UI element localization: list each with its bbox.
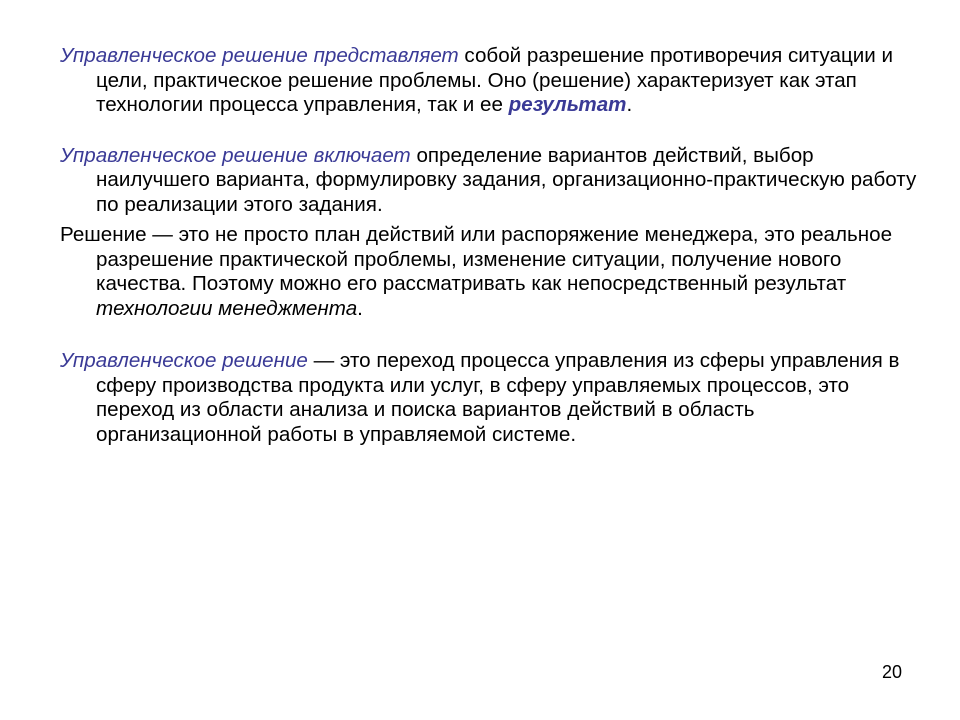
paragraph-text: Решение — это не просто план действий или распоряжение менеджера, это реальное разрешение практической проблемы, изменение ситуации, получение нового качества. Поэтому можно его рассматривать как непосредственный результат	[60, 223, 893, 295]
accent-word: результат	[508, 93, 627, 116]
paragraph-decision-transition	[60, 349, 920, 447]
paragraph-decision-includes	[60, 144, 920, 218]
page-number: 20	[881, 662, 902, 682]
term-highlight: Управленческое решение включает	[60, 143, 411, 167]
paragraph-decision-not-plan	[60, 223, 920, 321]
paragraph-text-end: .	[357, 296, 363, 320]
slide-body	[60, 44, 920, 447]
paragraph-text: определение вариантов действий, выбор наилучшего варианта, формулировку задания, организационно-практическую работу по реализации этого задания.	[96, 143, 917, 216]
term-highlight: Управленческое решение	[60, 349, 308, 372]
term-highlight: Управленческое решение представляет	[60, 44, 459, 67]
paragraph-text-end: .	[626, 93, 633, 116]
paragraph-text: собой разрешение противоречия ситуации и цели, практическое решение проблемы. Оно (решение) характеризует как этап технологии процесса управления, так и ее	[96, 44, 893, 116]
paragraph-decision-definition	[60, 44, 920, 118]
paragraph-text: — это переход процесса управления из сферы управления в сферу производства продукта или услуг, в сферу управляемых процессов, это переход из области анализа и поиска вариантов действий в область организационной работы в управляемой системе.	[96, 349, 900, 446]
italic-phrase: технологии менеджмента	[96, 296, 358, 320]
